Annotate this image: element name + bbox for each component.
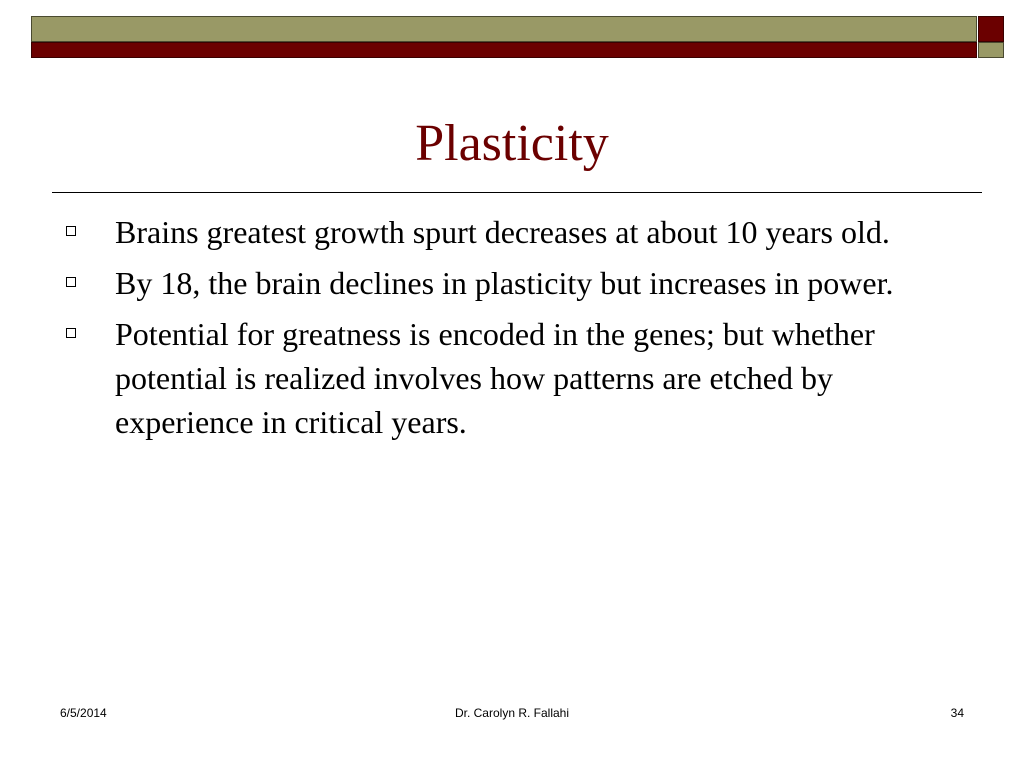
hollow-square-bullet-icon (66, 277, 76, 287)
slide-title: Plasticity (415, 115, 609, 172)
footer-page-number: 34 (950, 706, 964, 720)
header-band-olive (31, 16, 977, 42)
footer-author: Dr. Carolyn R. Fallahi (454, 706, 570, 720)
bullet-text: Brains greatest growth spurt decreases at about 10 years old. (115, 214, 890, 250)
header-corner-square-maroon (978, 16, 1004, 42)
bullet-list (60, 210, 940, 451)
bullet-text: By 18, the brain declines in plasticity but increases in power. (115, 265, 894, 301)
header-band-maroon (31, 42, 977, 58)
footer-date: 6/5/2014 (60, 706, 107, 720)
header-corner-square-olive (978, 42, 1004, 58)
hollow-square-bullet-icon (66, 226, 76, 236)
bullet-text: Potential for greatness is encoded in the genes; but whether potential is realized involves how patterns are etched by experience in critical years. (115, 316, 875, 440)
bullet-item (60, 312, 940, 444)
title-divider (52, 192, 982, 193)
bullet-item (60, 210, 940, 254)
hollow-square-bullet-icon (66, 328, 76, 338)
bullet-item (60, 261, 940, 305)
